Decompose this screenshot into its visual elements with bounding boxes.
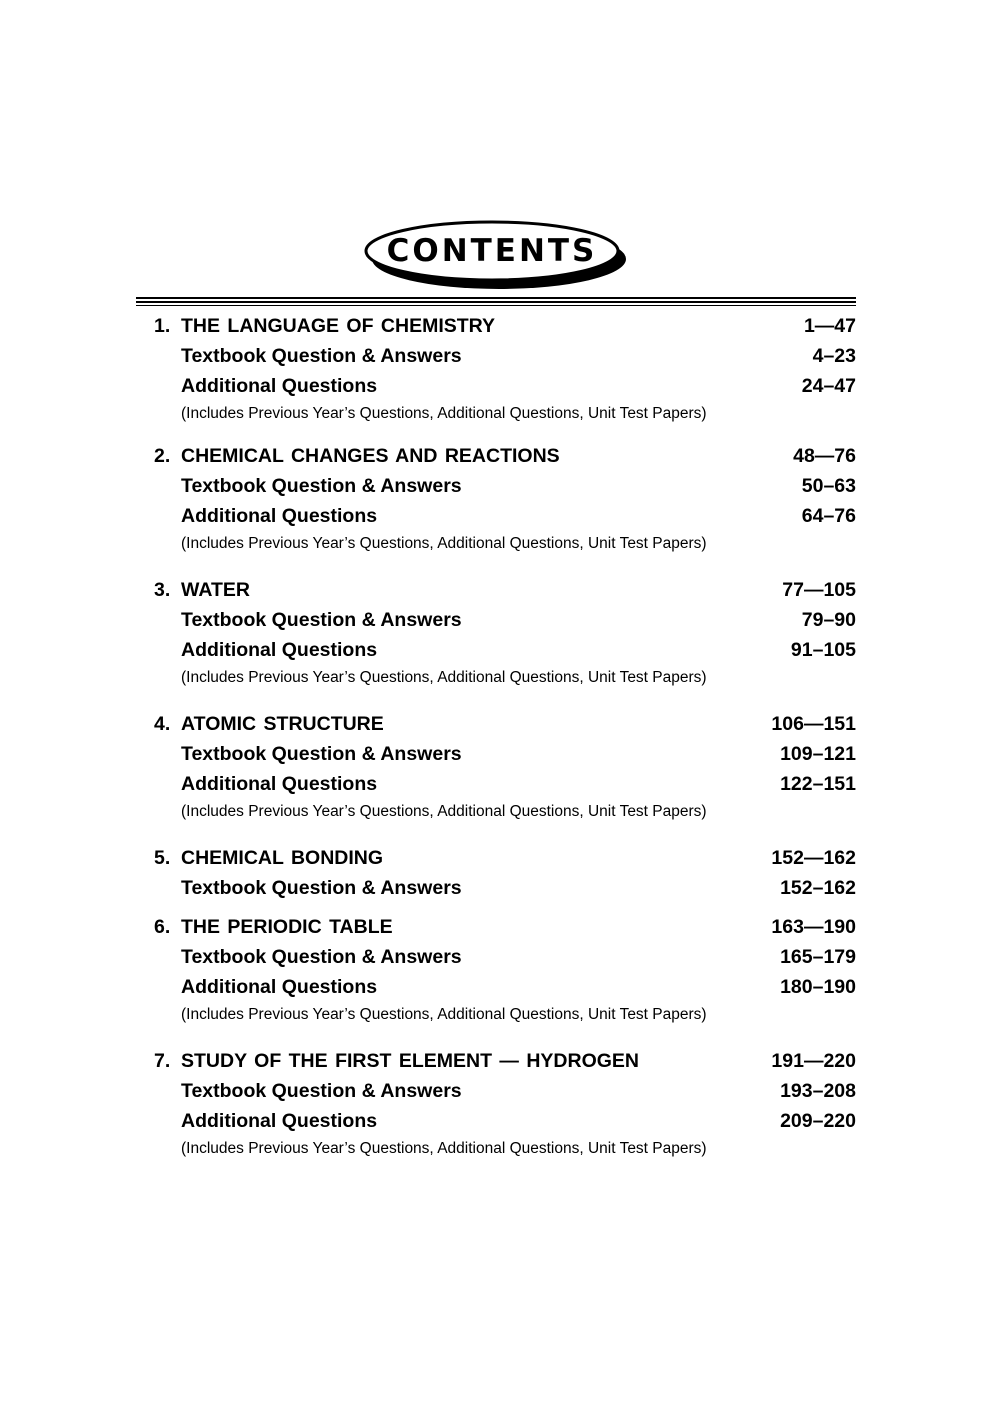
textbook-entry[interactable] [0, 608, 992, 638]
chapter-title: WATER [181, 579, 250, 601]
chapter-note: (Includes Previous Year’s Questions, Additional Questions, Unit Test Papers) [181, 1006, 707, 1023]
additional-entry[interactable] [0, 975, 992, 1005]
heading-rule-top [136, 297, 856, 299]
textbook-entry[interactable] [0, 1079, 992, 1109]
chapter-3 [0, 578, 992, 686]
chapter-number: 4. [154, 713, 171, 735]
entry-pages: 50–63 [801, 475, 856, 497]
chapter-5 [0, 846, 992, 906]
chapter-heading-row[interactable] [0, 846, 992, 876]
chapter-heading-row[interactable] [0, 1049, 992, 1079]
textbook-entry[interactable] [0, 945, 992, 975]
additional-entry[interactable] [0, 1109, 992, 1139]
entry-pages: 91–105 [790, 639, 856, 661]
chapter-pages: 106—151 [771, 713, 856, 735]
entry-label: Additional Questions [181, 639, 378, 661]
additional-entry[interactable] [0, 638, 992, 668]
chapter-number: 5. [154, 847, 171, 869]
chapter-number: 1. [154, 315, 171, 337]
chapter-title: ATOMIC STRUCTURE [181, 713, 384, 735]
entry-label: Additional Questions [181, 773, 378, 795]
entry-label: Textbook Question & Answers [181, 946, 462, 968]
chapter-pages: 191—220 [771, 1050, 856, 1072]
textbook-entry[interactable] [0, 474, 992, 504]
chapter-title: THE LANGUAGE OF CHEMISTRY [181, 315, 496, 337]
chapter-pages: 152—162 [771, 847, 856, 869]
entry-pages: 193–208 [780, 1080, 856, 1102]
entry-label: Textbook Question & Answers [181, 877, 462, 899]
heading-rule-bottom [136, 305, 856, 306]
chapter-6 [0, 915, 992, 1023]
chapter-pages: 163—190 [771, 916, 856, 938]
entry-pages: 122–151 [780, 773, 856, 795]
chapter-note: (Includes Previous Year’s Questions, Additional Questions, Unit Test Papers) [181, 535, 707, 552]
chapter-number: 2. [154, 445, 171, 467]
heading-rule-middle [136, 301, 856, 303]
page-title: CONTENTS [386, 233, 598, 269]
chapter-2 [0, 444, 992, 552]
chapter-number: 6. [154, 916, 171, 938]
chapter-heading-row[interactable] [0, 444, 992, 474]
contents-banner [364, 220, 630, 292]
entry-pages: 209–220 [780, 1110, 856, 1132]
entry-pages: 24–47 [801, 375, 856, 397]
chapter-1 [0, 314, 992, 422]
entry-pages: 180–190 [780, 976, 856, 998]
additional-entry[interactable] [0, 772, 992, 802]
entry-label: Additional Questions [181, 375, 378, 397]
textbook-entry[interactable] [0, 344, 992, 374]
chapter-number: 7. [154, 1050, 171, 1072]
entry-pages: 4–23 [812, 345, 856, 367]
chapter-note: (Includes Previous Year’s Questions, Additional Questions, Unit Test Papers) [181, 803, 707, 820]
entry-pages: 152–162 [780, 877, 856, 899]
textbook-entry[interactable] [0, 742, 992, 772]
entry-label: Textbook Question & Answers [181, 345, 462, 367]
chapter-title: THE PERIODIC TABLE [181, 916, 393, 938]
chapter-note: (Includes Previous Year’s Questions, Additional Questions, Unit Test Papers) [181, 669, 707, 686]
chapter-title: CHEMICAL BONDING [181, 847, 384, 869]
chapter-heading-row[interactable] [0, 712, 992, 742]
additional-entry[interactable] [0, 374, 992, 404]
entry-label: Textbook Question & Answers [181, 609, 462, 631]
entry-pages: 64–76 [801, 505, 856, 527]
chapter-heading-row[interactable] [0, 915, 992, 945]
chapter-title: CHEMICAL CHANGES AND REACTIONS [181, 445, 560, 467]
chapter-heading-row[interactable] [0, 314, 992, 344]
entry-pages: 165–179 [780, 946, 856, 968]
chapter-title: STUDY OF THE FIRST ELEMENT — HYDROGEN [181, 1050, 639, 1072]
chapter-note: (Includes Previous Year’s Questions, Additional Questions, Unit Test Papers) [181, 1140, 707, 1157]
chapter-4 [0, 712, 992, 820]
entry-label: Textbook Question & Answers [181, 475, 462, 497]
additional-entry[interactable] [0, 504, 992, 534]
entry-label: Additional Questions [181, 1110, 378, 1132]
chapter-pages: 48—76 [793, 445, 856, 467]
entry-label: Additional Questions [181, 505, 378, 527]
textbook-entry[interactable] [0, 876, 992, 906]
chapter-heading-row[interactable] [0, 578, 992, 608]
chapter-pages: 1—47 [803, 315, 856, 337]
chapter-pages: 77—105 [782, 579, 856, 601]
entry-label: Additional Questions [181, 976, 378, 998]
chapter-note: (Includes Previous Year’s Questions, Additional Questions, Unit Test Papers) [181, 405, 707, 422]
chapter-7 [0, 1049, 992, 1157]
entry-label: Textbook Question & Answers [181, 743, 462, 765]
chapter-number: 3. [154, 579, 171, 601]
entry-pages: 79–90 [801, 609, 856, 631]
entry-label: Textbook Question & Answers [181, 1080, 462, 1102]
entry-pages: 109–121 [780, 743, 856, 765]
